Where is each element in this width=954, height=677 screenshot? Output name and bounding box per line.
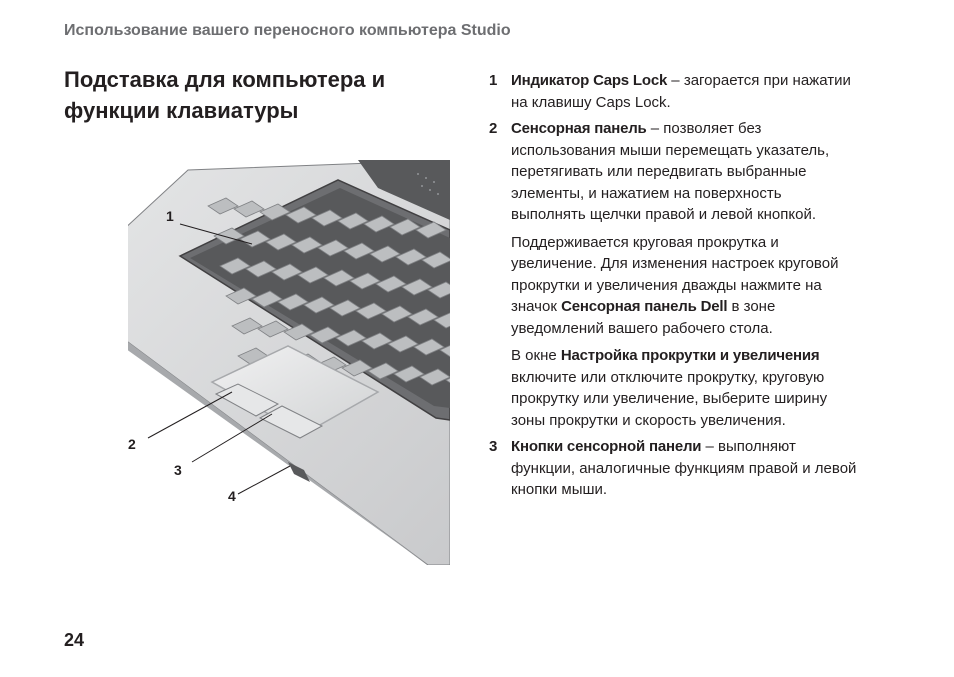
list-item <box>489 70 859 113</box>
note-text: в зоне уведомлений вашего рабочего стола. <box>511 298 776 337</box>
note-term: Сенсорная панель Dell <box>561 298 728 315</box>
item-description <box>511 70 859 113</box>
item-description <box>511 436 859 501</box>
callout-3: 3 <box>174 462 182 478</box>
touchpad-note-settings <box>489 345 859 431</box>
running-header: Использование вашего переносного компьютера Studio <box>64 22 511 39</box>
note-text: В окне <box>511 347 561 364</box>
item-number: 3 <box>489 438 498 455</box>
item-term: Сенсорная панель <box>511 120 647 137</box>
laptop-illustration <box>128 160 450 565</box>
page-number: 24 <box>64 630 85 650</box>
item-term: Индикатор Caps Lock <box>511 72 668 89</box>
item-term: Кнопки сенсорной панели <box>511 438 702 455</box>
note-text: включите или отключите прокрутку, круговую прокрутку или увеличение, выберите ширину зоны прокрутки и скорость увеличения. <box>511 368 828 429</box>
item-text: – выполняют функции, аналогичные функциям правой и левой кнопки мыши. <box>511 438 857 498</box>
section-title: Подставка для компьютера и функции клавиатуры <box>64 67 386 123</box>
callout-2: 2 <box>128 436 136 452</box>
item-number: 1 <box>489 72 498 89</box>
note-term: Настройка прокрутки и увеличения <box>560 347 820 364</box>
item-text: – позволяет без использования мыши перемещать указатель, перетягивать или передвигать выбранные элементы, и нажатием на поверхность выполнять щелчки правой и левой кнопкой. <box>511 120 830 223</box>
touchpad-note-scrolling <box>489 232 859 340</box>
list-item <box>489 118 859 226</box>
callout-4: 4 <box>228 488 236 504</box>
feature-list <box>489 70 859 506</box>
item-description <box>511 118 859 226</box>
note-text: Поддерживается круговая прокрутка и увеличение. Для изменения настроек круговой прокрутки и увеличения дважды нажмите на значок <box>511 233 839 315</box>
item-text: – загорается при нажатии на клавишу Caps Lock. <box>511 72 851 111</box>
item-number: 2 <box>489 120 498 137</box>
callout-1: 1 <box>166 208 174 224</box>
list-item <box>489 436 859 501</box>
